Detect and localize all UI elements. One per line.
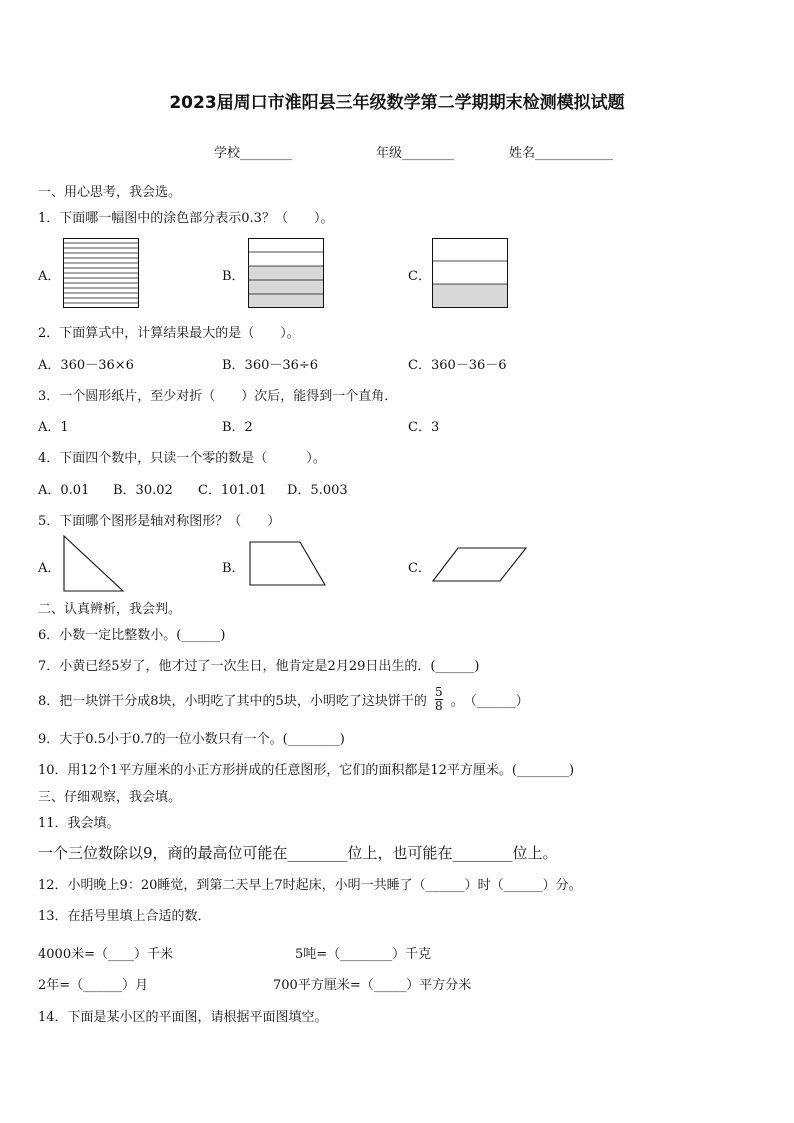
question-14: 14．下面是某小区的平面图，请根据平面图填空。	[38, 1010, 328, 1025]
question-9: 9．大于0.5小于0.7的一位小数只有一个。(________)	[38, 732, 345, 747]
section-3-heading: 三、仔细观察，我会填。	[38, 790, 182, 805]
question-11: 11．我会填。	[38, 816, 120, 831]
page-title: 2023届周口市淮阳县三年级数学第二学期期末检测模拟试题	[169, 93, 625, 113]
q8-fraction	[435, 686, 443, 713]
q1-figure-b	[248, 238, 324, 308]
q13-item-c: 2年=（______）月	[38, 978, 149, 993]
question-8	[38, 686, 529, 713]
q3-option-b: B．2	[222, 420, 253, 435]
q1-option-c-label: C．	[408, 269, 431, 284]
school-blank[interactable]: ________	[240, 146, 293, 161]
q13-item-a: 4000米=（____）千米	[38, 947, 173, 962]
q5-option-c-label: C．	[408, 561, 431, 576]
q5-right-triangle	[63, 535, 125, 593]
question-5: 5．下面哪个图形是轴对称图形？（ ）	[38, 514, 281, 529]
q1-option-a-label: A．	[38, 269, 61, 284]
q8-numerator: 5	[434, 685, 443, 699]
q5-option-b-label: B．	[222, 561, 245, 576]
question-2: 2．下面算式中，计算结果最大的是（ ）。	[38, 326, 300, 341]
section-2-heading: 二、认真辨析，我会判。	[38, 602, 182, 617]
question-7: 7．小黄已经5岁了，他才过了一次生日，他肯定是2月29日出生的．(______)	[38, 659, 480, 674]
section-1-heading: 一、用心思考，我会选。	[38, 185, 182, 200]
grade-field	[376, 142, 454, 161]
name-field	[509, 142, 613, 161]
q11-line: 一个三位数除以9，商的最高位可能在________位上，也可能在________位上。	[38, 844, 558, 862]
grade-blank[interactable]: ________	[402, 146, 455, 161]
q8-text: 8．把一块饼干分成8块，小明吃了其中的5块，小明吃了这块饼干的	[38, 694, 427, 709]
school-field	[214, 142, 292, 161]
question-12: 12．小明晚上9：20睡觉，到第二天早上7时起床，小明一共睡了（______）时（______）分。	[38, 878, 582, 893]
q13-item-b: 5吨=（________）千克	[295, 947, 432, 962]
q4-option-a: A．0.01	[38, 483, 90, 498]
q5-option-a-label: A．	[38, 561, 61, 576]
q1-figure-c	[432, 238, 508, 308]
school-label: 学校	[214, 146, 241, 161]
name-label: 姓名	[509, 146, 536, 161]
q3-option-c: C．3	[408, 420, 440, 435]
name-blank[interactable]: ____________	[535, 146, 614, 161]
q4-option-d: D．5.003	[287, 483, 348, 498]
q8-tail: 。 （______）	[450, 694, 529, 709]
q2-option-b: B．360－36÷6	[222, 358, 319, 373]
q2-option-c: C．360－36－6	[408, 358, 507, 373]
question-10: 10．用12个1平方厘米的小正方形拼成的任意图形，它们的面积都是12平方厘米。(________)	[38, 763, 575, 778]
q4-option-b: B．30.02	[113, 483, 173, 498]
q2-option-a: A．360－36×6	[38, 358, 134, 373]
q3-option-a: A．1	[38, 420, 69, 435]
q5-right-trapezoid	[249, 541, 327, 587]
question-1: 1．下面哪一幅图中的涂色部分表示0.3？（ ）。	[38, 211, 334, 226]
q1-figure-a	[63, 238, 139, 308]
q13-item-d: 700平方厘米=（_____）平方分米	[273, 978, 472, 993]
question-6: 6．小数一定比整数小。(______)	[38, 628, 226, 643]
question-3: 3．一个圆形纸片，至少对折（ ）次后，能得到一个直角．	[38, 389, 398, 404]
q4-option-c: C．101.01	[198, 483, 267, 498]
grade-label: 年级	[376, 146, 403, 161]
question-4: 4．下面四个数中，只读一个零的数是（ ）。	[38, 451, 326, 466]
q1-option-b-label: B．	[222, 269, 245, 284]
question-13: 13．在括号里填上合适的数．	[38, 909, 211, 924]
q8-denominator: 8	[434, 699, 443, 713]
q5-parallelogram	[432, 547, 528, 583]
